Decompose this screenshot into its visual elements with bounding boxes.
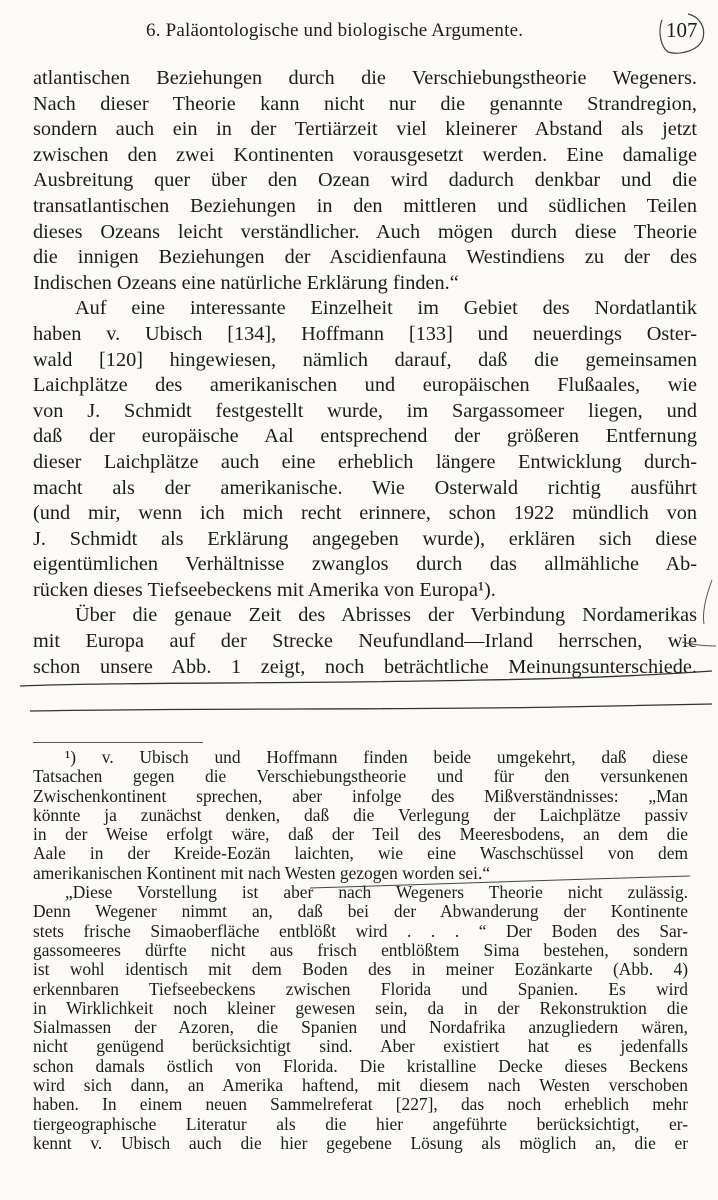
body-text-line: atlantischen Beziehungen durch die Verschiebungstheorie Wegeners. <box>33 67 697 89</box>
footnote-line: haben. In einem neuen Sammelreferat [227], das noch erheblich mehr <box>33 1094 688 1115</box>
running-head: 6. Paläontologische und biologische Argumente. <box>146 20 524 41</box>
footnotes-block <box>33 748 688 1153</box>
body-text-line: Ausbreitung quer über den Ozean wird dadurch denkbar und die <box>33 169 697 192</box>
body-text-line: (und mir, wenn ich mich recht erinnere, schon 1922 mündlich von <box>33 502 697 525</box>
page-number: 107 <box>666 18 698 42</box>
footnote-line: in Wirklichkeit noch kleiner gewesen sein, da in der Rekonstruktion die <box>33 997 688 1018</box>
body-text-line: daß der europäische Aal entsprechend der größeren Entfernung <box>33 425 697 448</box>
footnote-line: tiergeographische Literatur als die hier angeführte berücksichtigt, er- <box>33 1113 688 1134</box>
footnote-line: Sialmassen der Azoren, die Spanien und Nordafrika anzugliedern wären, <box>33 1017 688 1038</box>
footnote-line: könnte ja zunächst denken, daß die Verlegung der Laichplätze passiv <box>33 804 688 825</box>
body-text-line: transatlantischen Beziehungen in den mittleren und südlichen Teilen <box>33 194 697 217</box>
footnote-line: Tatsachen gegen die Verschiebungstheorie und für den versunkenen <box>33 766 688 787</box>
body-text-line: Über die genaue Zeit des Abrisses der Verbindung Nordamerikas <box>75 604 697 627</box>
body-text-line: eigentümlichen Verhältnisse zwanglos durch das allmähliche Ab- <box>33 553 697 576</box>
footnote-line: kennt v. Ubisch auch die hier gegebene Lösung als möglich an, die er <box>33 1132 688 1153</box>
footnote-line: wird sich dann, an Amerika haftend, mit diesem nach Westen verschoben <box>33 1075 688 1096</box>
body-text-line: Laichplätze des amerikanischen und europäischen Flußaales, wie <box>33 374 697 397</box>
body-text-line: die innigen Beziehungen der Ascidienfauna Westindiens zu der des <box>33 246 697 269</box>
body-text-line: Nach dieser Theorie kann nicht nur die genannte Strandregion, <box>33 92 697 115</box>
pencil-margin-mark <box>703 580 712 624</box>
footnote-line: nicht genügend berücksichtigt sind. Aber existiert hat es jedenfalls <box>33 1036 688 1057</box>
footnote-line: ist wohl identisch mit dem Boden des in meiner Eozänkarte (Abb. 4) <box>33 959 688 980</box>
body-text-line: mit Europa auf der Strecke Neufundland—Irland herrschen, wie <box>33 630 697 653</box>
body-text-line: rücken dieses Tiefseebeckens mit Amerika von Europa¹). <box>33 578 496 601</box>
footnote-line: Zwischenkontinent sprechen, aber infolge des Mißverständnisses: „Man <box>33 785 688 806</box>
body-text-line: von J. Schmidt festgestellt wurde, im Sargassomeer liegen, und <box>33 399 697 422</box>
body-text-line: zwischen den zwei Kontinenten vorausgesetzt werden. Eine damalige <box>33 143 697 166</box>
body-text-line: schon unsere Abb. 1 zeigt, noch beträchtliche Meinungsunterschiede. <box>33 655 697 678</box>
body-text-line: dieses Ozeans leicht verständlicher. Auch mögen durch diese Theorie <box>33 220 697 243</box>
body-text-line: dieser Laichplätze auch eine erheblich längere Entwicklung durch- <box>33 450 697 473</box>
body-text-line: Indischen Ozeans eine natürliche Erklärung finden.“ <box>33 271 459 294</box>
footnote-line: stets frische Simaoberfläche entblößt wird . . . “ Der Boden des Sar- <box>33 920 688 941</box>
body-text-line: sondern auch ein in der Tertiärzeit viel kleinerer Abstand als jetzt <box>33 118 697 141</box>
body-text-line: Auf eine interessante Einzelheit im Gebiet des Nordatlantik <box>75 297 697 320</box>
main-text-block <box>33 66 697 680</box>
body-text-line: haben v. Ubisch [134], Hoffmann [133] und neuerdings Oster- <box>33 322 697 345</box>
footnote-separator <box>33 742 203 743</box>
footnote-line: schon damals östlich von Florida. Die kristalline Decke dieses Beckens <box>33 1055 688 1076</box>
footnote-line: in der Weise erfolgt wäre, daß der Teil des Meeresbodens, an dem die <box>33 824 688 845</box>
page-header <box>0 20 718 50</box>
body-text-line: macht als der amerikanische. Wie Osterwald richtig ausführt <box>33 476 697 499</box>
body-text-line: J. Schmidt als Erklärung angegeben wurde), erklären sich diese <box>33 527 697 550</box>
footnote-line: amerikanischen Kontinent mit nach Westen gezogen worden sei.“ <box>33 862 491 883</box>
pencil-underline-meinungsunterschiede <box>30 704 712 711</box>
footnote-line: Denn Wegener nimmt an, daß bei der Abwanderung der Kontinente <box>33 901 688 922</box>
body-text-line: wald [120] hingewiesen, nämlich darauf, daß die gemeinsamen <box>33 348 697 371</box>
footnote-line: „Diese Vorstellung ist aber nach Wegeners Theorie nicht zulässig. <box>65 882 688 903</box>
footnote-line: Aale in der Kreide-Eozän laichten, wie eine Waschschüssel von dem <box>33 843 688 864</box>
footnote-line: erkennbaren Tiefseebeckens zwischen Florida und Spanien. Es wird <box>33 978 688 999</box>
footnote-line: gassomeeres dürfte nicht aus frisch entblößtem Sima bestehen, sondern <box>33 939 688 960</box>
footnote-line: ¹) v. Ubisch und Hoffmann finden beide umgekehrt, daß diese <box>65 747 688 767</box>
